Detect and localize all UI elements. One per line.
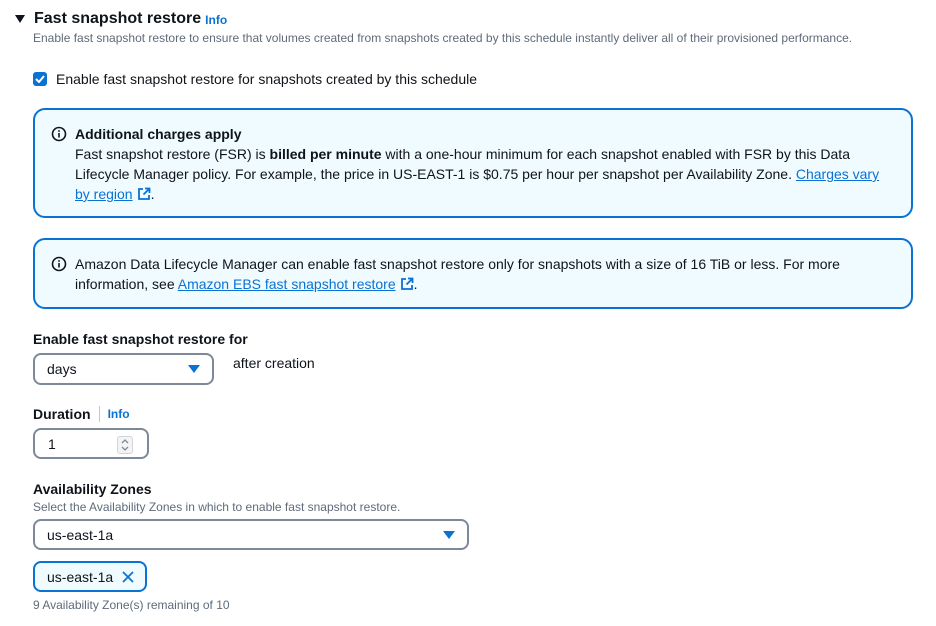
caret-down-icon — [188, 365, 200, 373]
section-header[interactable] — [15, 10, 227, 28]
charges-text-after: with a one-hour minimum for each snapshot enabled with FSR by this Data Lifecycle Manager policy. For example, the price in US-EAST-1 is $0.75 per hour per snapshot per Availability Zone. — [75, 146, 850, 182]
size-alert-text: Amazon Data Lifecycle Manager can enable fast snapshot restore only for snapshots with a size of 16 TiB or less. For more information, see — [75, 256, 840, 292]
caret-down-icon[interactable] — [15, 15, 25, 23]
duration-value: 1 — [48, 435, 56, 452]
duration-label: Duration — [33, 406, 91, 422]
duration-label-row — [33, 406, 130, 422]
az-select-value: us-east-1a — [47, 526, 114, 543]
charges-end: . — [150, 186, 155, 202]
close-icon[interactable] — [121, 570, 135, 584]
enable-fsr-checkbox[interactable] — [33, 72, 47, 86]
divider — [99, 406, 100, 422]
info-circle-icon — [51, 126, 67, 142]
stepper-icon[interactable] — [117, 436, 133, 454]
period-unit-select[interactable] — [33, 353, 214, 385]
az-token-label: us-east-1a — [47, 568, 114, 585]
size-alert-end: . — [413, 276, 418, 292]
after-creation-text: after creation — [233, 355, 315, 371]
section-title: Fast snapshot restore — [34, 10, 202, 27]
az-remaining-text: 9 Availability Zone(s) remaining of 10 — [33, 598, 230, 612]
info-circle-icon — [51, 256, 67, 272]
az-description: Select the Availability Zones in which to enable fast snapshot restore. — [33, 500, 401, 514]
az-label: Availability Zones — [33, 481, 152, 497]
caret-down-icon — [443, 531, 455, 539]
size-alert — [33, 238, 913, 309]
enable-fsr-checkbox-label[interactable]: Enable fast snapshot restore for snapshots created by this schedule — [56, 71, 478, 87]
charges-vary-link[interactable]: Charges vary by region — [75, 166, 880, 202]
az-select[interactable] — [33, 519, 469, 550]
period-unit-value: days — [47, 361, 77, 377]
charges-text-before: Fast snapshot restore (FSR) is — [75, 146, 270, 162]
charges-alert — [33, 108, 913, 218]
external-link-icon[interactable] — [137, 187, 151, 201]
enable-fsr-checkbox-row[interactable] — [33, 71, 477, 87]
duration-input[interactable] — [33, 428, 149, 459]
info-link[interactable]: Info — [205, 13, 228, 27]
section-description: Enable fast snapshot restore to ensure that volumes created from snapshots created by this schedule instantly deliver all of their provisioned performance. — [33, 31, 853, 45]
ebs-fsr-link[interactable]: Amazon EBS fast snapshot restore — [177, 276, 396, 292]
charges-text-bold: billed per minute — [269, 146, 382, 162]
size-alert-body — [75, 254, 891, 294]
check-icon — [35, 75, 45, 83]
charges-alert-title: Additional charges apply — [75, 126, 242, 142]
charges-alert-body — [75, 124, 891, 204]
az-token — [33, 561, 147, 592]
external-link-icon[interactable] — [400, 277, 414, 291]
duration-info-link[interactable]: Info — [107, 407, 130, 421]
enable-for-label: Enable fast snapshot restore for — [33, 331, 248, 347]
